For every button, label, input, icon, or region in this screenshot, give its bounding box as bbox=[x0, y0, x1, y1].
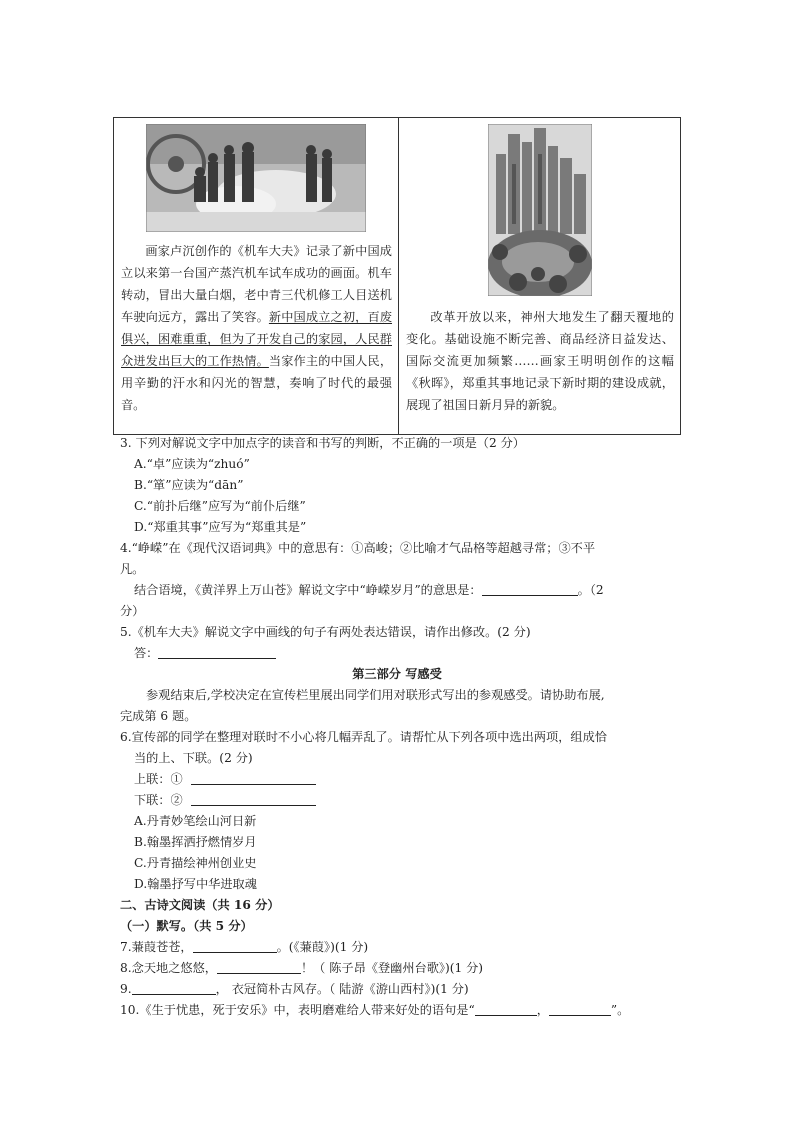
q6-option-a: A.丹青妙笔绘山河日新 bbox=[134, 814, 257, 828]
q6-upper-couplet bbox=[134, 769, 316, 789]
q10-pre: 10.《生于忧患，死于安乐》中，表明磨难给人带来好处的语句是“ bbox=[120, 1003, 475, 1017]
cityscape-text: 改革开放以来，神州大地发生了翻天覆地的变化。基础设施不断完善、商品经济日益发达、国际交流更加频繁……画家王明明创作的这幅《秋晖》，郑重其事地记录下新时期的建设成就，展现了祖国日新月异的新貌。 bbox=[406, 310, 674, 412]
q6-option-b: B.翰墨挥洒抒燃情岁月 bbox=[134, 835, 257, 849]
underlined-sentence: 新中国成立之初，百废俱兴，困难重重，但为了开发自己的家园，人民群众迸发出巨大的工作热情。 bbox=[121, 310, 393, 368]
table-divider bbox=[398, 117, 399, 435]
cityscape-description bbox=[406, 306, 674, 416]
q4-question-line bbox=[134, 580, 604, 600]
section2-subheading: （一）默写。（共 5 分） bbox=[120, 919, 253, 933]
locomotive-text-part1: 画家卢沉创作的《机车大夫》记录了新中国成立以来第一台国产蒸汽机车试车成功的画面。机车转动，冒出大量白烟，老中青三代机修工人目送机车驶向远方，露出了笑容。 bbox=[121, 244, 392, 324]
q8-line bbox=[120, 958, 483, 978]
q6-upper-label: 上联：① bbox=[134, 772, 183, 786]
q4-stem-line1: 4.“峥嵘”在《现代汉语词典》中的意思有：①高峻；②比喻才气品格等超越寻常；③不平 bbox=[120, 541, 596, 555]
q7-pre: 7.蒹葭苍苍， bbox=[120, 940, 193, 954]
part3-heading: 第三部分 写感受 bbox=[352, 667, 442, 681]
q4-question-end: 。（2 bbox=[577, 583, 604, 597]
q8-blank[interactable] bbox=[217, 973, 301, 974]
q10-blank-2[interactable] bbox=[549, 1015, 611, 1016]
q3-option-d: D.“郑重其事”应写为“郑重其是” bbox=[134, 520, 307, 534]
q4-stem-line2: 凡。 bbox=[120, 562, 145, 576]
q9-blank[interactable] bbox=[132, 994, 216, 995]
section2-heading: 二、古诗文阅读（共 16 分） bbox=[120, 898, 280, 912]
q5-stem: 5.《机车大夫》解说文字中画线的句子有两处表达错误，请作出修改。(2 分) bbox=[120, 625, 531, 639]
q3-option-c: C.“前扑后继”应写为“前仆后继” bbox=[134, 499, 306, 513]
q6-lower-couplet bbox=[134, 790, 316, 810]
q4-answer-blank[interactable] bbox=[482, 595, 578, 596]
q4-question-text: 结合语境，《黄洋界上万山苍》解说文字中“峥嵘岁月”的意思是： bbox=[134, 583, 482, 597]
locomotive-description bbox=[121, 240, 392, 416]
q8-pre: 8.念天地之悠悠， bbox=[120, 961, 217, 975]
q3-option-b: B.“箪”应读为“dān” bbox=[134, 478, 244, 492]
q9-pre: 9. bbox=[120, 982, 132, 996]
q5-answer-line bbox=[134, 643, 276, 663]
q5-answer-blank[interactable] bbox=[158, 658, 276, 659]
q7-post: 。(《蒹葭》)(1 分) bbox=[276, 940, 369, 954]
cityscape-painting-image bbox=[488, 124, 592, 296]
q10-line bbox=[120, 1000, 629, 1020]
q10-blank-1[interactable] bbox=[475, 1015, 537, 1016]
q10-mid: ， bbox=[536, 1003, 549, 1017]
q6-lower-blank[interactable] bbox=[191, 805, 316, 806]
q9-post: ， 衣冠简朴古风存。（ 陆游《游山西村》)(1 分) bbox=[215, 982, 469, 996]
q6-lower-label: 下联：② bbox=[134, 793, 183, 807]
q6-option-c: C.丹青描绘神州创业史 bbox=[134, 856, 257, 870]
q8-post: ！（ 陈子昂《登幽州台歌》)(1 分) bbox=[300, 961, 484, 975]
part3-intro-line1: 参观结束后,学校决定在宣传栏里展出同学们用对联形式写出的参观感受。请协助布展, bbox=[146, 688, 605, 702]
q6-stem-line1: 6.宣传部的同学在整理对联时不小心将几幅弄乱了。请帮忙从下列各项中选出两项，组成恰 bbox=[120, 730, 607, 744]
q7-blank[interactable] bbox=[193, 952, 277, 953]
part3-intro-line2: 完成第 6 题。 bbox=[120, 709, 197, 723]
q3-option-a: A.“卓”应读为“zhuó” bbox=[134, 457, 250, 471]
q7-line bbox=[120, 937, 368, 957]
q6-upper-blank[interactable] bbox=[191, 784, 316, 785]
locomotive-painting-image bbox=[146, 124, 366, 232]
locomotive-text-part2: 当家作主的中国人民，用辛勤的汗水和闪光的智慧，奏响了时代的最强音。 bbox=[121, 354, 393, 412]
q9-line bbox=[120, 979, 469, 999]
q6-option-d: D.翰墨抒写中华进取魂 bbox=[134, 877, 257, 891]
q3-stem: 3. 下列对解说文字中加点字的读音和书写的判断，不正确的一项是（2 分） bbox=[120, 436, 525, 450]
q4-stem-line4: 分） bbox=[120, 604, 145, 618]
q10-post: ”。 bbox=[610, 1003, 630, 1017]
q6-stem-line2: 当的上、下联。(2 分) bbox=[134, 751, 253, 765]
q5-answer-label: 答： bbox=[134, 646, 159, 660]
